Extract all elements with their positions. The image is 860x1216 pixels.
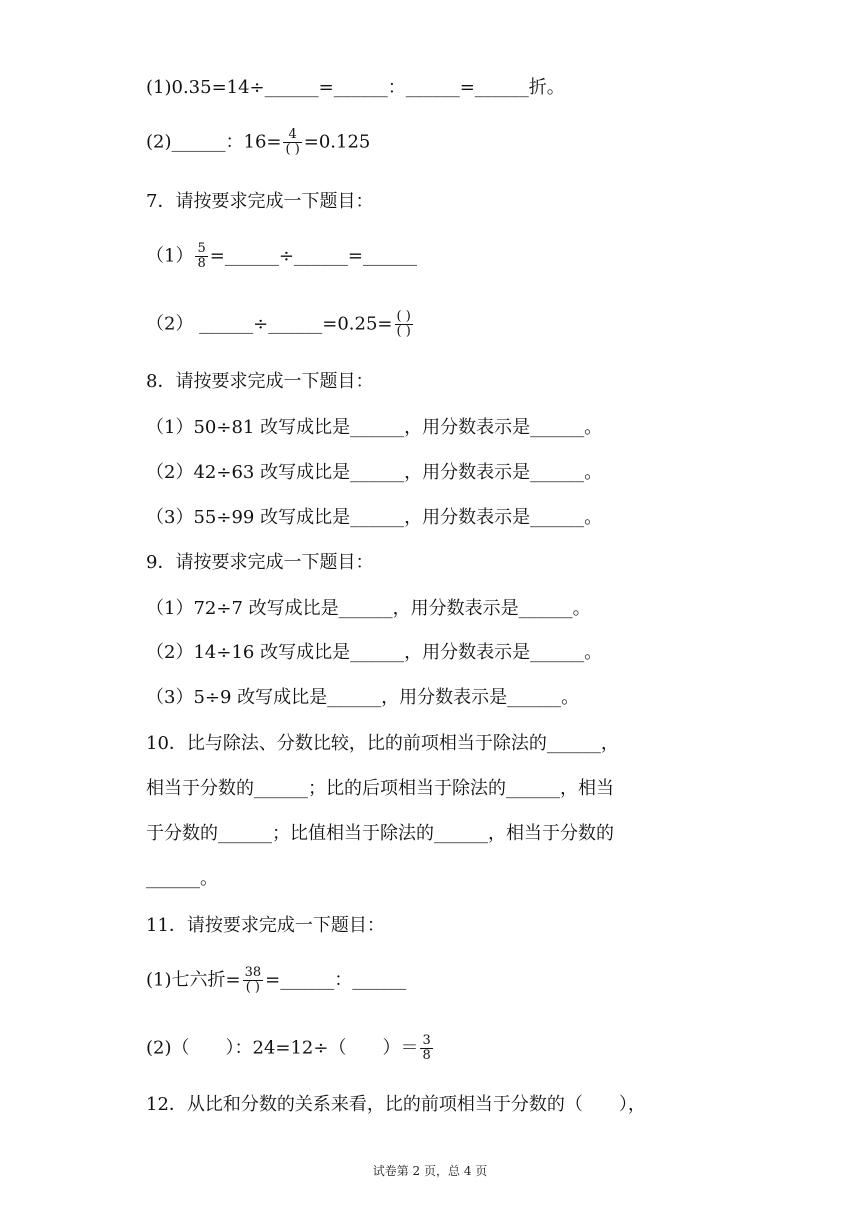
q10-line1: 10．比与除法、分数比较，比的前项相当于除法的______，	[146, 733, 619, 754]
q6-part2: (2)______：16= $\frac{4}{( )}$ =0.125	[146, 127, 371, 157]
q7-title: 7．请按要求完成一下题目：	[146, 191, 374, 212]
q8-part1: （1）50÷81 改写成比是______，用分数表示是______。	[146, 417, 603, 438]
q9-part1: （1）72÷7 改写成比是______，用分数表示是______。	[146, 598, 591, 619]
fraction-3-over-8: $\frac{3}{8}$	[422, 1033, 431, 1063]
q7-part2: （2） ______÷______=0.25= $\frac{( )}{( )}$	[146, 309, 411, 339]
q10-line4: ______。	[146, 868, 218, 889]
q6-part1: (1)0.35=14÷______=______：______=______折。	[146, 77, 565, 98]
fraction-38-over-blank: $\frac{38}{( )}$	[244, 965, 262, 995]
q7-part1: （1） $\frac{5}{8}$ =______÷______=______	[146, 241, 417, 271]
q9-title: 9．请按要求完成一下题目：	[146, 552, 374, 573]
q8-part2: （2）42÷63 改写成比是______，用分数表示是______。	[146, 462, 603, 483]
q12-line1: 12．从比和分数的关系来看，比的前项相当于分数的（ ），	[146, 1094, 646, 1115]
page-footer: 试卷第 2 页，总 4 页	[372, 1164, 488, 1178]
fraction-blank-over-blank: $\frac{( )}{( )}$	[396, 309, 411, 339]
fraction-4-over-blank: $\frac{4}{( )}$	[285, 127, 300, 157]
q11-title: 11．请按要求完成一下题目：	[146, 915, 385, 936]
q8-part3: （3）55÷99 改写成比是______，用分数表示是______。	[146, 507, 603, 528]
q11-part1: (1)七六折= $\frac{38}{( )}$ =______：______	[146, 965, 407, 995]
q8-title: 8．请按要求完成一下题目：	[146, 371, 374, 392]
q11-part2: (2)（ ）：24=12÷（ ）＝ $\frac{3}{8}$	[146, 1033, 431, 1063]
q9-part2: （2）14÷16 改写成比是______，用分数表示是______。	[146, 642, 603, 663]
q9-part3: （3）5÷9 改写成比是______，用分数表示是______。	[146, 687, 580, 708]
q10-line3: 于分数的______；比值相当于除法的______，相当于分数的	[146, 823, 614, 844]
fraction-5-over-8: $\frac{5}{8}$	[197, 241, 206, 271]
q10-line2: 相当于分数的______；比的后项相当于除法的______，相当	[146, 778, 614, 799]
